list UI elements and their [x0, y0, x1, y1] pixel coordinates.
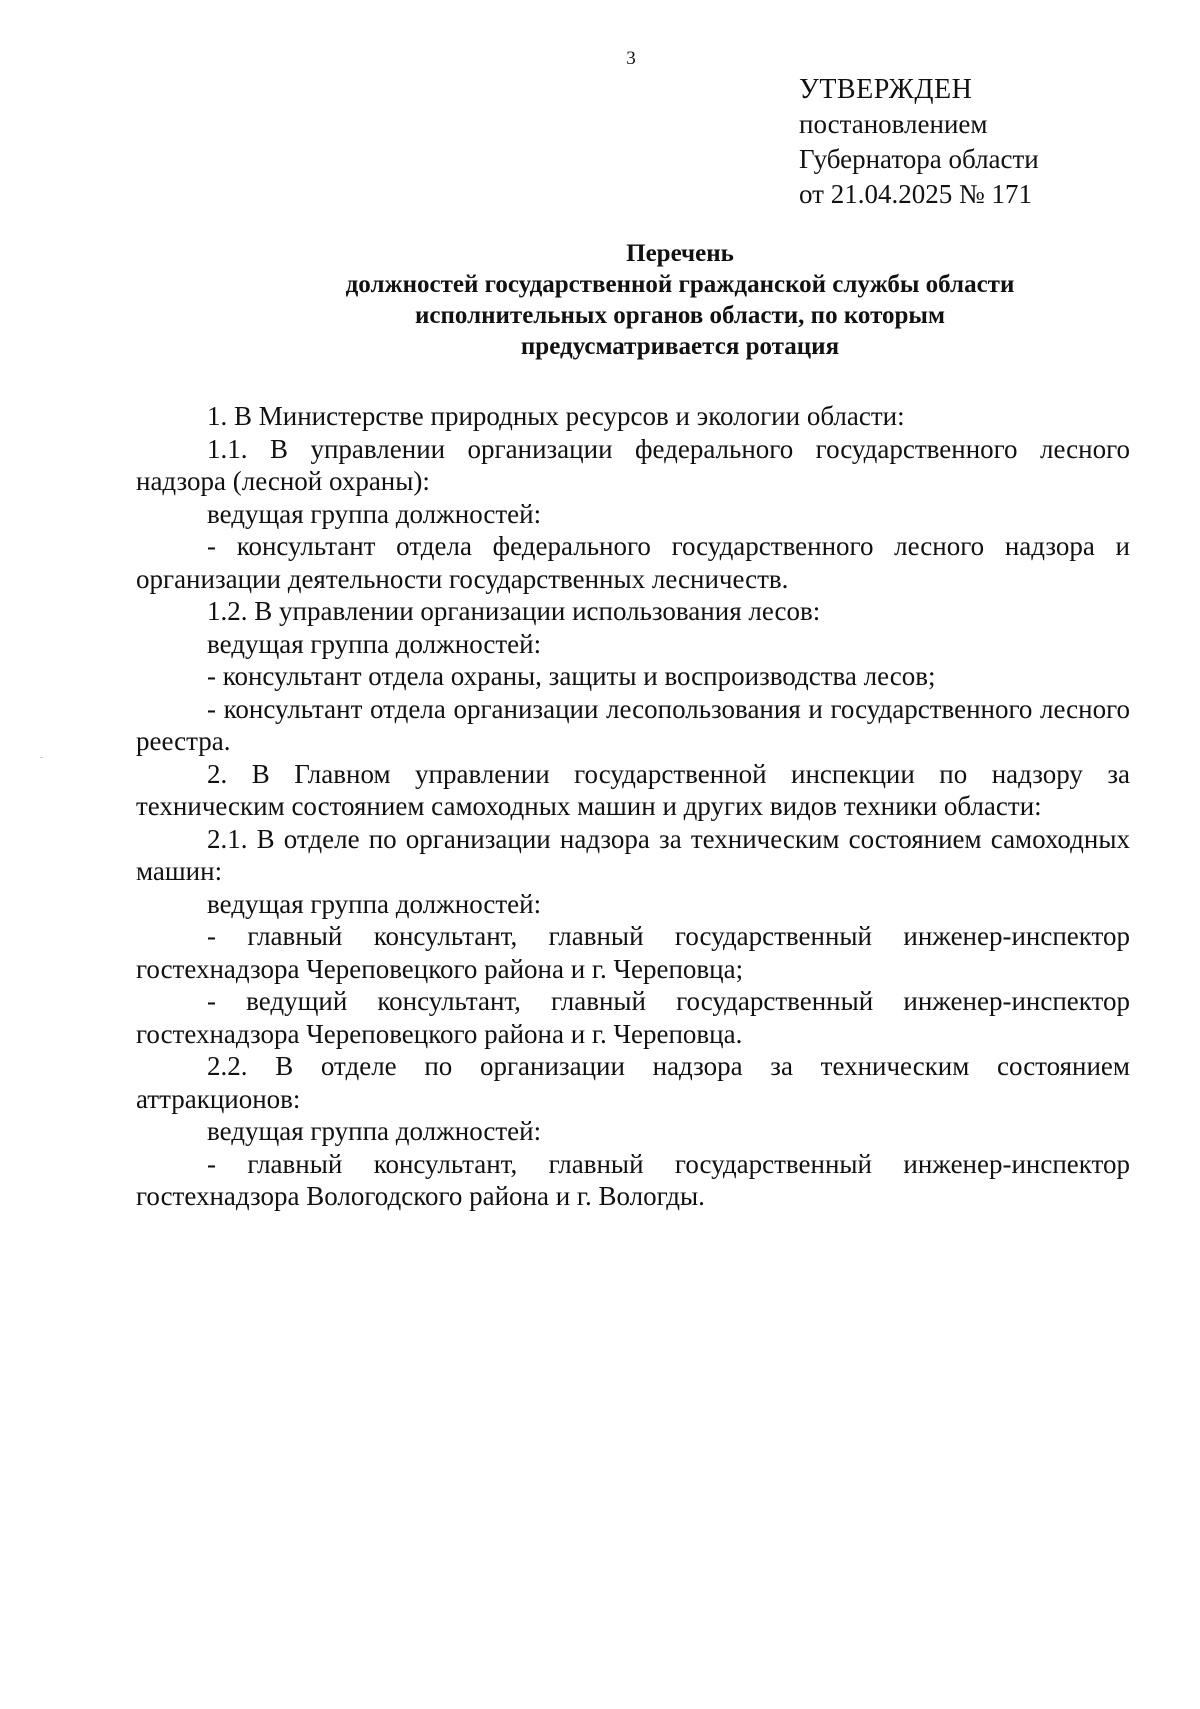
position-group: ведущая группа должностей:: [207, 628, 542, 659]
page-number: 3: [626, 48, 636, 69]
subsection-heading: 1.2. В управлении организации использования лесов:: [207, 596, 821, 626]
position-item: - главный консультант, главный государственный инженер-инспектор гостехнадзора Череповецкого района и г. Череповца;: [136, 921, 1130, 984]
document-title-line: исполнительных органов области, по которым: [415, 302, 945, 329]
approval-line: Губернатора области: [799, 144, 1039, 174]
document-title-heading: Перечень: [626, 240, 734, 267]
section-heading: 2. В Главном управлении государственной инспекции по надзору за техническим состоянием самоходных машин и других видов техники области:: [136, 758, 1130, 821]
position-item: - главный консультант, главный государственный инженер-инспектор гостехнадзора Вологодского района и г. Вологды.: [136, 1148, 1130, 1211]
subsection-heading: 1.1. В управлении организации федерального государственного лесного надзора (лесной охраны):: [136, 433, 1130, 496]
position-item: - консультант отдела федерального государственного лесного надзора и организации деятельности государственных лесничеств.: [136, 531, 1130, 594]
document-body: [136, 400, 1130, 1213]
position-group: ведущая группа должностей:: [207, 888, 542, 919]
approval-date-number: от 21.04.2025 № 171: [799, 179, 1032, 209]
section-heading: 1. В Министерстве природных ресурсов и экологии области:: [207, 401, 905, 431]
position-item: - ведущий консультант, главный государственный инженер-инспектор гостехнадзора Череповецкого района и г. Череповца.: [136, 986, 1130, 1049]
approval-title: УТВЕРЖДЕН: [799, 74, 973, 105]
position-item: - консультант отдела организации лесопользования и государственного лесного реестра.: [136, 693, 1130, 756]
position-item: - консультант отдела охраны, защиты и воспроизводства лесов;: [207, 661, 936, 691]
approval-stamp: [799, 72, 1039, 212]
document-title: [130, 238, 1200, 362]
subsection-heading: 2.1. В отделе по организации надзора за техническим состоянием самоходных машин:: [136, 823, 1130, 886]
scan-edge-mark: [40, 757, 43, 758]
subsection-heading: 2.2. В отделе по организации надзора за техническим состоянием аттракционов:: [136, 1051, 1130, 1114]
approval-line: постановлением: [799, 109, 988, 139]
position-group: ведущая группа должностей:: [207, 1116, 542, 1146]
position-group: ведущая группа должностей:: [207, 498, 542, 529]
document-title-line: предусматривается ротация: [520, 333, 840, 360]
document-title-line: должностей государственной гражданской службы области: [345, 271, 1015, 298]
